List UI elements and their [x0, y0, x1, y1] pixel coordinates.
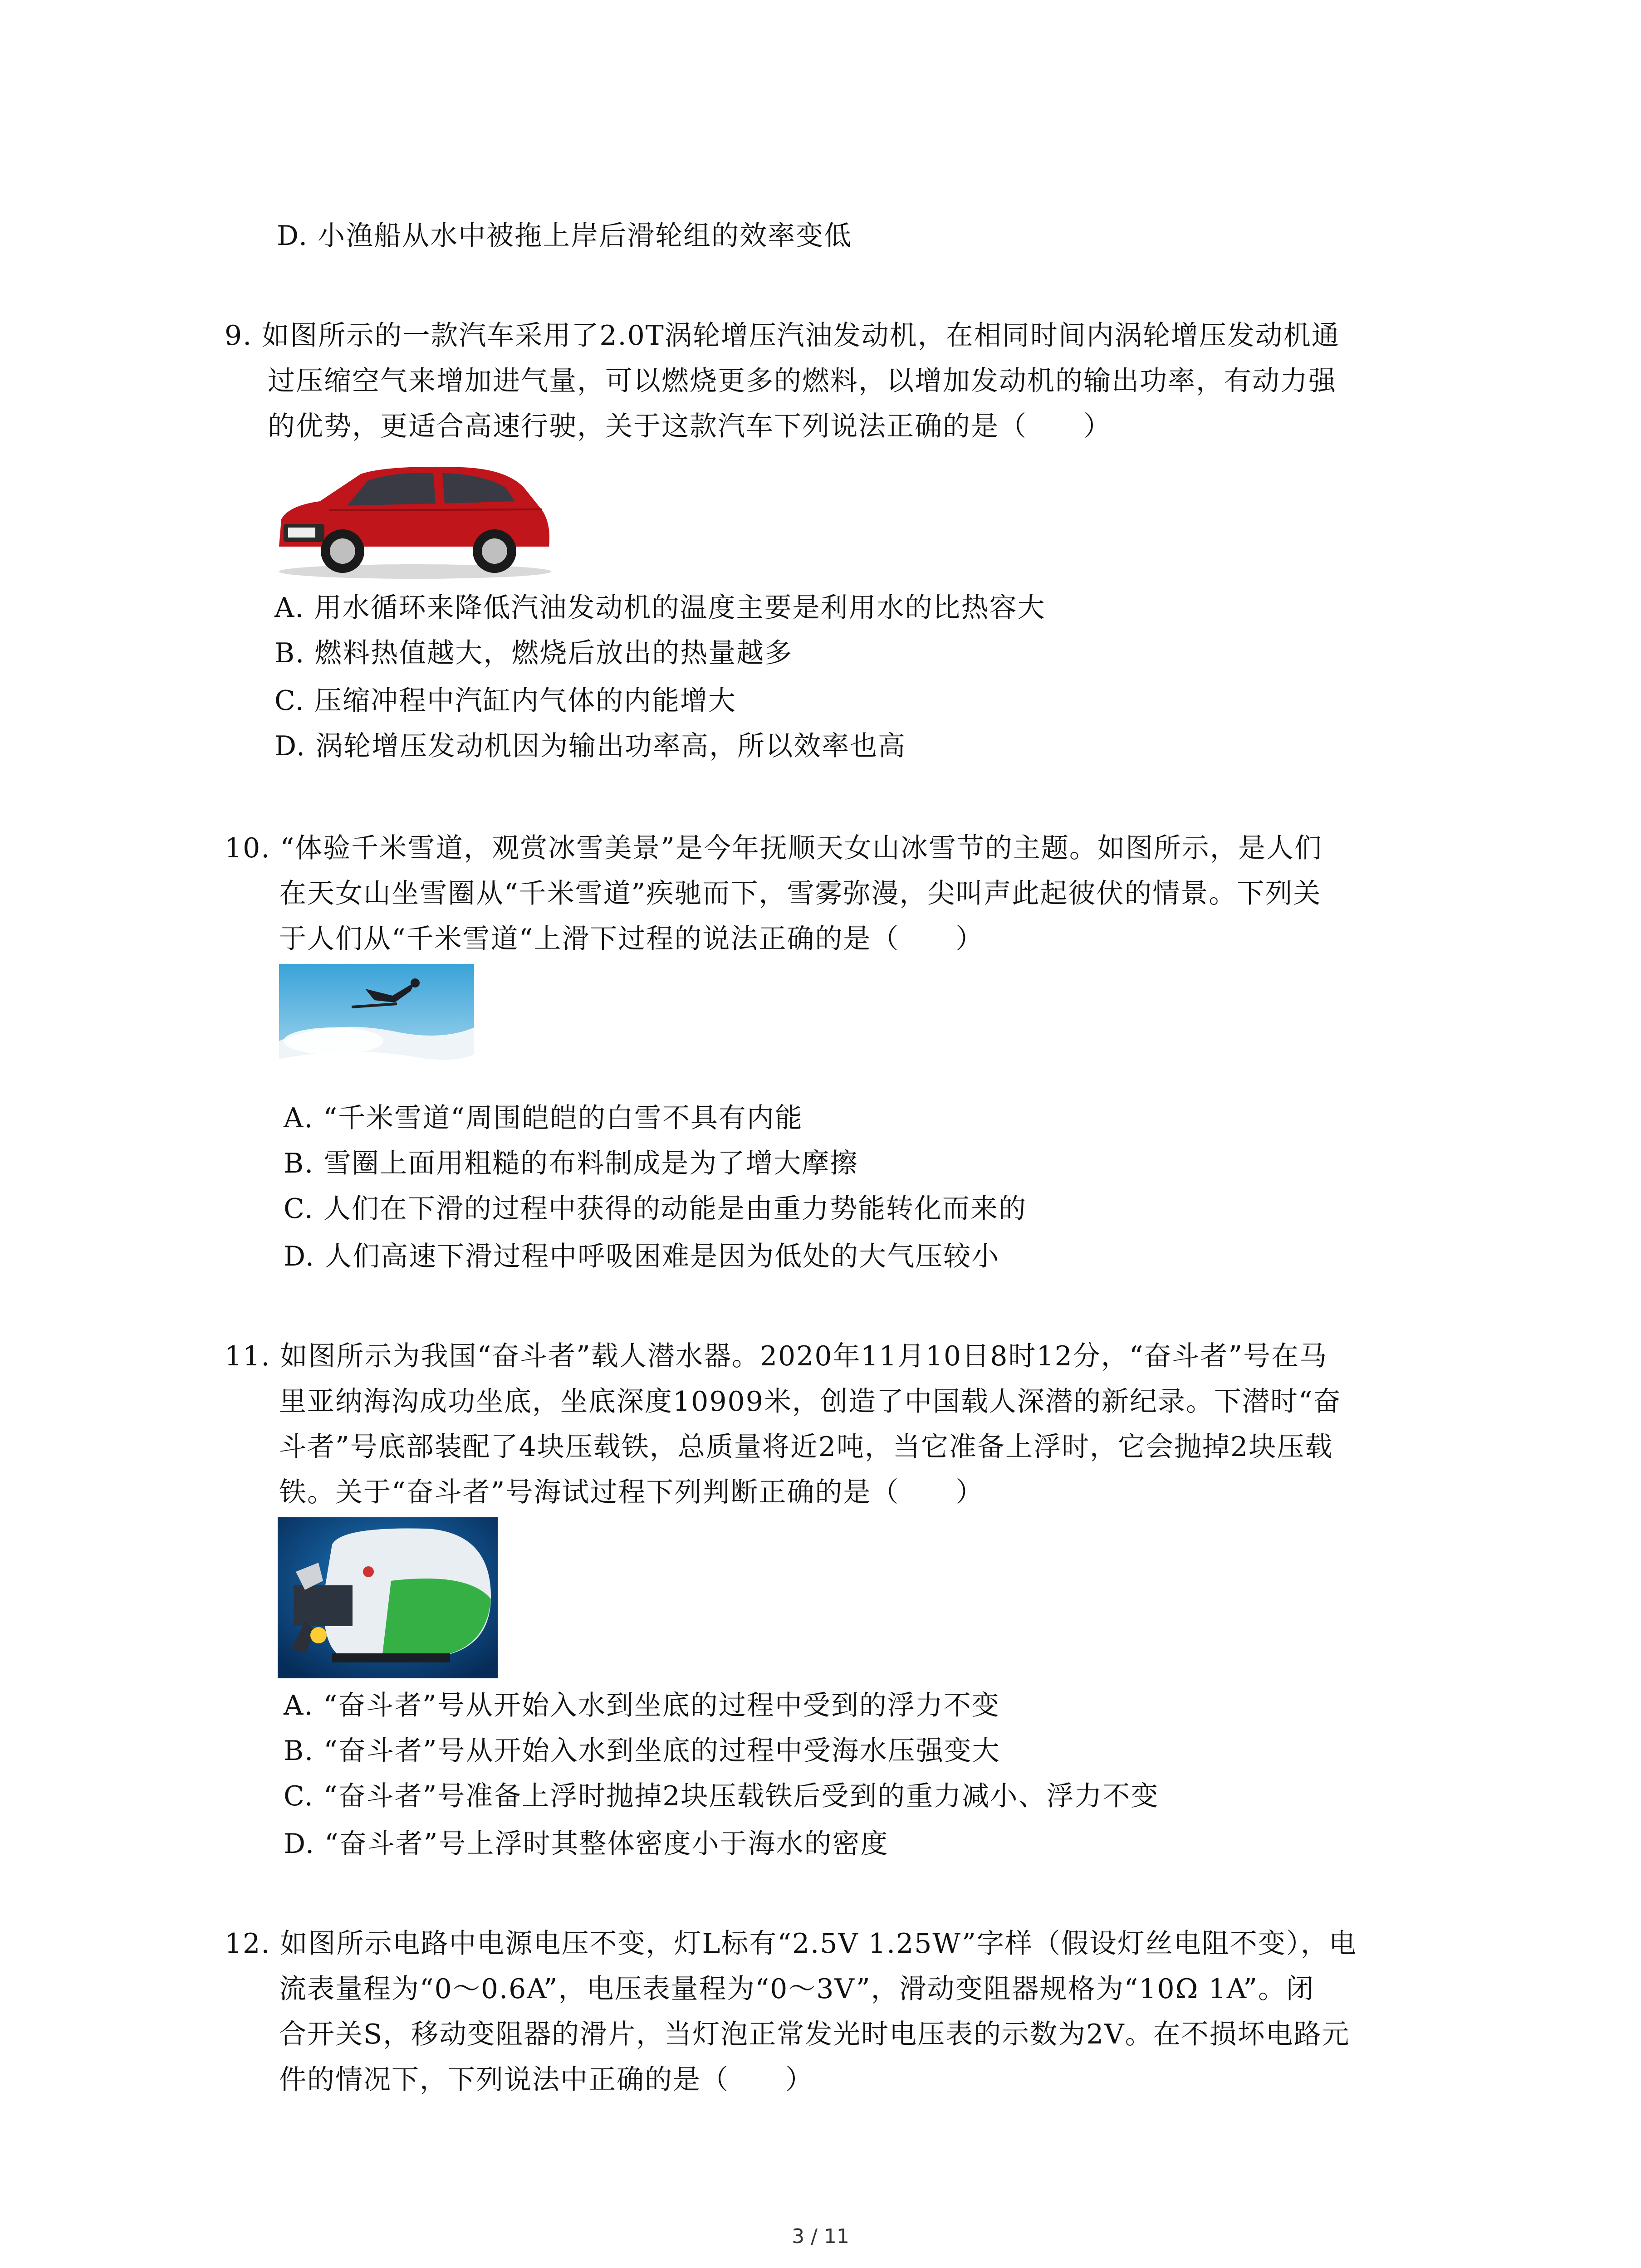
- q9-option-a: A. 用水循环来降低汽油发动机的温度主要是利用水的比热容大: [274, 592, 1046, 624]
- q12-stem-line-3: 合开关S，移动变阻器的滑片，当灯泡正常发光时电压表的示数为2V。在不损坏电路元: [279, 2019, 1350, 2050]
- q9-car-image: [270, 456, 560, 581]
- q12-stem-line-1: 12. 如图所示电路中电源电压不变，灯L标有“2.5V 1.25W”字样（假设灯丝电阻不变），电: [225, 1928, 1357, 1960]
- q10-option-b: B. 雪圈上面用粗糙的布料制成是为了增大摩擦: [284, 1148, 858, 1179]
- q9-stem-line-1: 9. 如图所示的一款汽车采用了2.0T涡轮增压汽油发动机，在相同时间内涡轮增压发动机通: [225, 320, 1340, 352]
- q11-option-a: A. “奋斗者”号从开始入水到坐底的过程中受到的浮力不变: [284, 1690, 1000, 1721]
- q9-option-d: D. 涡轮增压发动机因为输出功率高，所以效率也高: [274, 730, 906, 762]
- q11-option-b: B. “奋斗者”号从开始入水到坐底的过程中受海水压强变大: [284, 1735, 1000, 1767]
- q10-stem-line-2: 在天女山坐雪圈从“千米雪道”疾驰而下，雪雾弥漫，尖叫声此起彼伏的情景。下列关: [279, 878, 1322, 909]
- q12-stem-line-4: 件的情况下，下列说法中正确的是（ ）: [279, 2064, 813, 2096]
- q9-option-c: C. 压缩冲程中汽缸内气体的内能增大: [274, 685, 736, 717]
- q8-option-d: D. 小渔船从水中被拖上岸后滑轮组的效率变低: [277, 220, 852, 252]
- q10-snow-image: [279, 964, 474, 1091]
- q10-stem-line-3: 于人们从“千米雪道“上滑下过程的说法正确的是（ ）: [279, 923, 984, 955]
- q11-option-c: C. “奋斗者”号准备上浮时抛掉2块压载铁后受到的重力减小、浮力不变: [284, 1780, 1159, 1812]
- q9-option-b: B. 燃料热值越大，燃烧后放出的热量越多: [274, 637, 793, 669]
- q9-stem-line-2: 过压缩空气来增加进气量，可以燃烧更多的燃料，以增加发动机的输出功率，有动力强: [268, 365, 1337, 397]
- q11-stem-line-1: 11. 如图所示为我国“奋斗者”载人潜水器。2020年11月10日8时12分，“奋斗者”号在马: [225, 1340, 1328, 1372]
- q11-option-d: D. “奋斗者”号上浮时其整体密度小于海水的密度: [284, 1828, 889, 1860]
- q11-stem-line-4: 铁。关于“奋斗者”号海试过程下列判断正确的是（ ）: [279, 1476, 984, 1508]
- red-suv-icon: [270, 456, 560, 581]
- q10-option-c: C. 人们在下滑的过程中获得的动能是由重力势能转化而来的: [284, 1193, 1027, 1225]
- q10-option-a: A. “千米雪道“周围皑皑的白雪不具有内能: [284, 1102, 803, 1134]
- q11-stem-line-2: 里亚纳海沟成功坐底，坐底深度10909米，创造了中国载人深潜的新纪录。下潜时“奋: [279, 1386, 1342, 1418]
- q11-submersible-image: [278, 1517, 498, 1678]
- q11-stem-line-3: 斗者”号底部装配了4块压载铁，总质量将近2吨，当它准备上浮时，它会抛掉2块压载: [279, 1431, 1333, 1463]
- page-number: 3 / 11: [792, 2225, 849, 2248]
- q10-stem-line-1: 10. “体验千米雪道，观赏冰雪美景”是今年抚顺天女山冰雪节的主题。如图所示，是人们: [225, 832, 1323, 864]
- q12-stem-line-2: 流表量程为“0～0.6A”，电压表量程为“0～3V”，滑动变阻器规格为“10Ω 1A”。闭: [279, 1973, 1314, 2005]
- submersible-icon: [278, 1517, 498, 1678]
- q10-option-d: D. 人们高速下滑过程中呼吸困难是因为低处的大气压较小: [284, 1241, 1000, 1272]
- snow-slide-icon: [279, 964, 474, 1091]
- q9-stem-line-3: 的优势，更适合高速行驶，关于这款汽车下列说法正确的是（ ）: [268, 411, 1112, 442]
